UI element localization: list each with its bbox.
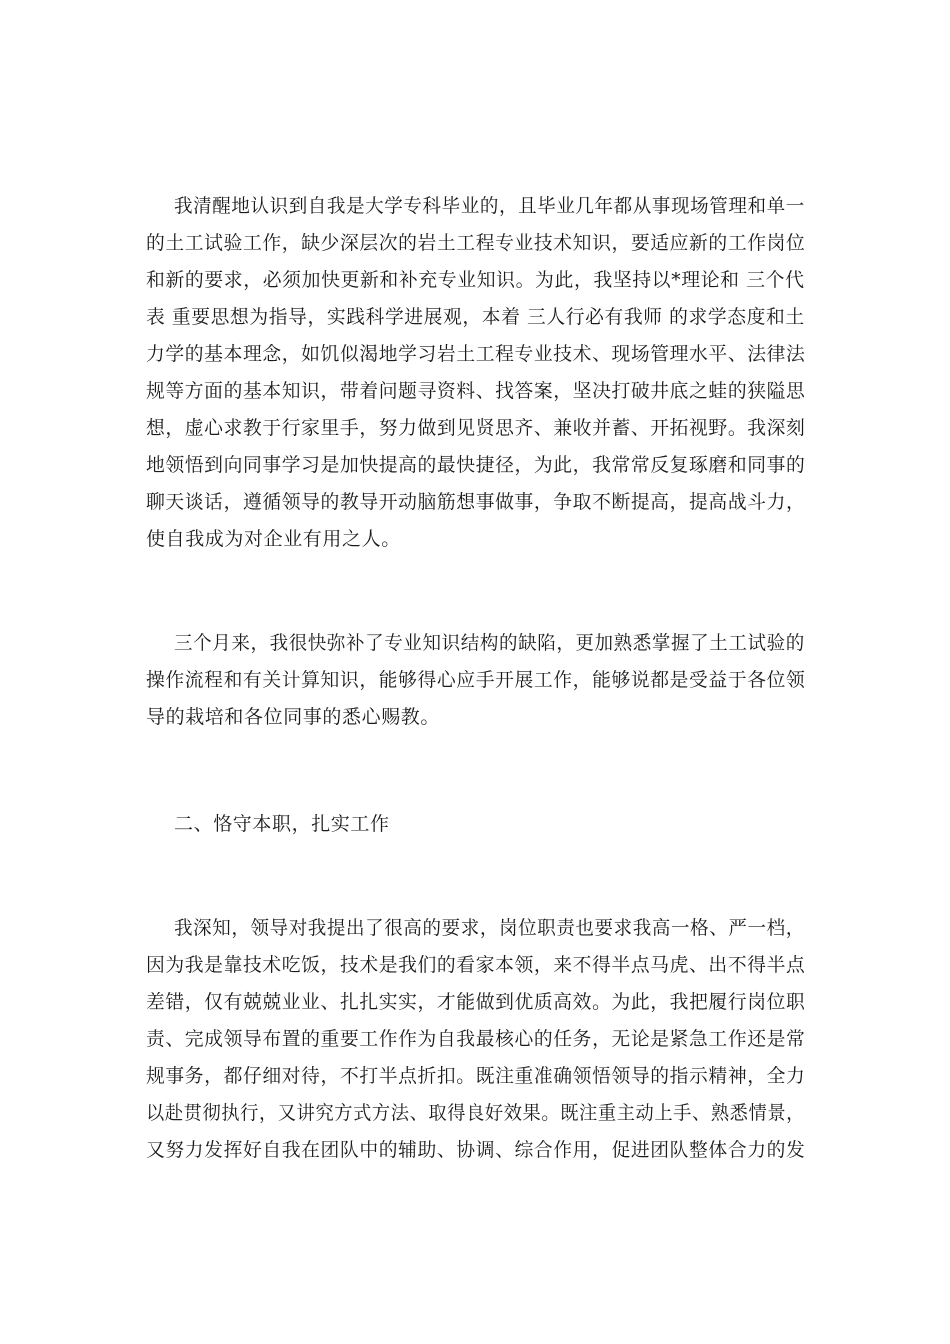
text-line: 聊天谈话，遵循领导的教导开动脑筋想事做事，争取不断提高，提高战斗力，: [146, 491, 806, 513]
text-line: 责、完成领导布置的重要工作作为自我最核心的任务，无论是紧急工作还是常: [146, 1028, 806, 1050]
text-line: 我清醒地认识到自我是大学专科毕业的，且毕业几年都从事现场管理和单一: [174, 195, 805, 217]
text-line: 规等方面的基本知识，带着问题寻资料、找答案，坚决打破井底之蛙的狭隘思: [146, 380, 806, 402]
text-line: 操作流程和有关计算知识，能够得心应手开展工作，能够说都是受益于各位领: [146, 669, 806, 691]
section-heading-text: 二、恪守本职，扎实工作: [174, 813, 390, 835]
text-line: 三个月来，我很快弥补了专业知识结构的缺陷，更加熟悉掌握了土工试验的: [174, 632, 805, 654]
text-line: 想，虚心求教于行家里手，努力做到见贤思齐、兼收并蓄、开拓视野。我深刻: [146, 417, 806, 439]
text-line: 力学的基本理念，如饥似渴地学习岩土工程专业技术、现场管理水平、法律法: [146, 343, 806, 365]
text-line: 差错，仅有兢兢业业、扎扎实实，才能做到优质高效。为此，我把履行岗位职: [146, 991, 806, 1013]
text-line: 表 重要思想为指导，实践科学进展观，本着 三人行必有我师 的求学态度和土: [146, 306, 805, 328]
text-line: 导的栽培和各位同事的悉心赐教。: [146, 706, 441, 728]
text-line: 规事务，都仔细对待，不打半点折扣。既注重准确领悟领导的指示精神，全力: [146, 1065, 806, 1087]
text-line: 因为我是靠技术吃饭，技术是我们的看家本领，来不得半点马虎、出不得半点: [146, 954, 806, 976]
text-line: 和新的要求，必须加快更新和补充专业知识。为此，我坚持以*理论和 三个代: [146, 269, 805, 291]
text-line: 使自我成为对企业有用之人。: [146, 528, 401, 550]
text-line: 的土工试验工作，缺少深层次的岩土工程专业技术知识，要适应新的工作岗位: [146, 232, 806, 254]
text-line: 以赴贯彻执行，又讲究方式方法、取得良好效果。既注重主动上手、熟悉情景，: [146, 1102, 805, 1124]
text-line: 地领悟到向同事学习是加快提高的最快捷径，为此，我常常反复琢磨和同事的: [146, 454, 806, 476]
text-line: 又努力发挥好自我在团队中的辅助、协调、综合作用，促进团队整体合力的发: [146, 1139, 806, 1161]
text-line: 我深知，领导对我提出了很高的要求，岗位职责也要求我高一格、严一档，: [174, 917, 805, 939]
